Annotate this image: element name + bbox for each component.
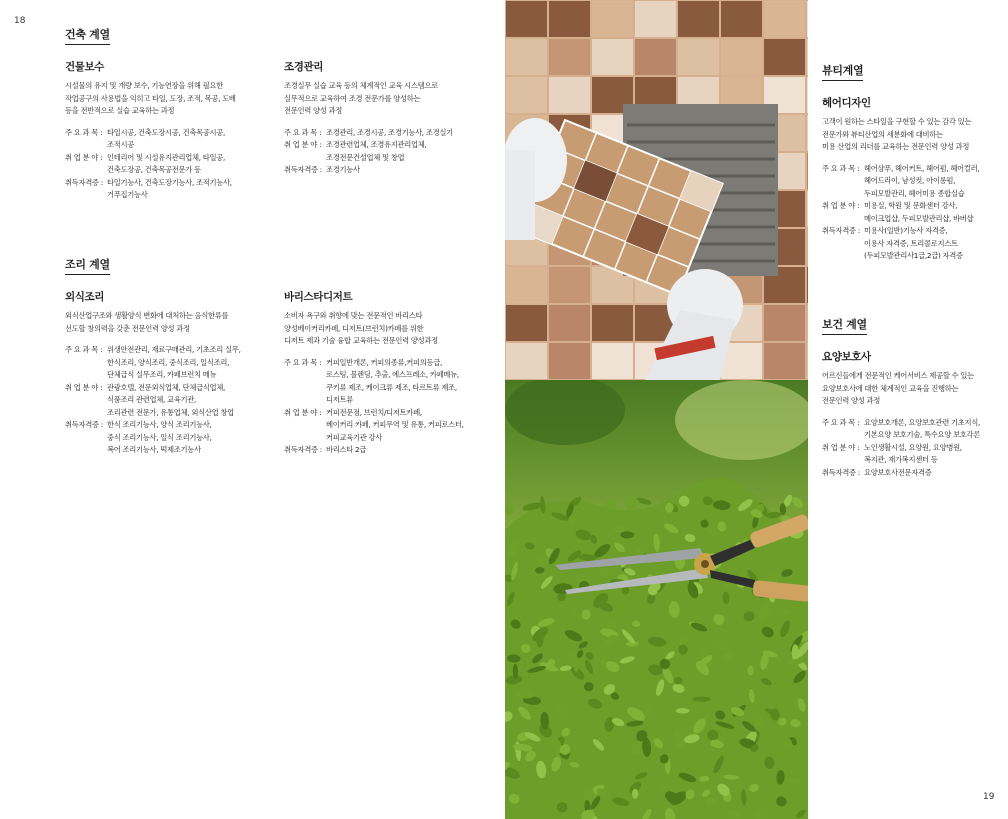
course-description: 고객이 원하는 스타일을 구현할 수 있는 감각 있는 전문가와 뷰티산업의 세분화에 대비하는 미용 산업의 리더를 교육하는 전문인력 양성 과정 xyxy=(822,117,972,151)
certificate-row: 취득자격증 : 조경기능사 xyxy=(284,165,360,174)
wall-tile xyxy=(807,267,808,303)
course-title: 바리스타디저트 xyxy=(284,291,353,303)
wall-tile xyxy=(506,1,547,37)
course-caregiver xyxy=(822,349,1004,479)
hedge-leaf xyxy=(693,697,711,702)
employment-row: 취 업 분 야 : 커피전문점, 브런치/디저트카페, 베이커리 카페, 커피무역 및 유통, 커피로스터, 커피교육기관 강사 xyxy=(284,407,464,442)
wall-tile xyxy=(592,305,633,341)
certificate-row: 취득자격증 : 타일기능사, 건축도장기능사, 조적기능사, 거푸집기능사 xyxy=(65,177,232,199)
hedge-leaf xyxy=(558,703,566,714)
wall-tile xyxy=(549,343,590,379)
wall-tile xyxy=(506,77,547,113)
wall-tile xyxy=(721,39,762,75)
subjects-row: 주 요 과 목 : 커피일반개론, 커피의종류,커피의등급, 로스팅, 블렌딩, 추출, 에스프레소, 카페메뉴, 쿠키류 제조, 케이크류 제조, 타르트류 제조, 디저트류 xyxy=(284,357,459,404)
wall-tile xyxy=(549,305,590,341)
wall-tile xyxy=(807,77,808,113)
wall-tile xyxy=(807,39,808,75)
hedge-leaf xyxy=(676,708,690,714)
wall-tile xyxy=(549,39,590,75)
wall-tile xyxy=(635,39,676,75)
category-architecture: 건축 계열 xyxy=(65,26,110,45)
subjects-row: 주 요 과 목 : 요양보호개론, 요양보호관련 기초지식, 기본요양 보호기술, 특수요양 보호각론 xyxy=(822,417,981,439)
course-barista-dessert xyxy=(284,289,502,457)
course-description: 어르신들에게 전문적인 케어서비스 제공할 수 있는 요양보호사에 대한 체계적인 교육을 진행하는 전문인력 양성 과정 xyxy=(822,371,974,405)
certificate-row: 취득자격증 : 바리스타 2급 xyxy=(284,445,367,454)
wall-tile xyxy=(678,39,719,75)
course-description: 시설물의 유지 및 개량 보수, 기능연장을 위해 필요한 작업공구의 사용법을 익히고 타일, 도장, 조적, 목공, 도배 등을 전반적으로 실습 교육하는 과정 xyxy=(65,81,236,115)
course-title: 조경관리 xyxy=(284,61,323,73)
course-building-repair xyxy=(65,59,285,202)
employment-row: 취 업 분 야 : 조경관련업체, 조경유지관리업체, 조경전문건설업체 및 창업 xyxy=(284,140,427,162)
subjects-row: 주 요 과 목 : 조경관리, 조경시공, 조경기능사, 조경실기 xyxy=(284,127,453,137)
wall-tile xyxy=(764,1,805,37)
course-food-service-cooking xyxy=(65,289,285,457)
employment-row: 취 업 분 야 : 관광호텔, 전문외식업체, 단체급식업체, 식품조리 관련업체, 교육기관, 조리관련 전문가, 유통업체, 외식산업 창업 xyxy=(65,382,234,417)
wall-tile xyxy=(764,343,805,379)
course-title: 건물보수 xyxy=(65,61,104,73)
certificate-row: 취득자격증 : 한식 조리기능사, 양식 조리기능사, 중식 조리기능사, 일식 조리기능사, 복어 조리기능사, 떡제조기능사 xyxy=(65,420,212,454)
wall-tile xyxy=(807,153,808,189)
employment-row: 취 업 분 야 : 노인생활시설, 요양원, 요양병원, 복지관, 재가복지센터 등 xyxy=(822,442,962,464)
course-description: 소비자 욕구와 취향에 맞는 전문적인 바리스타 양성베이커리카페, 디저트(브런치)카페를 위한 디저트 제과 기술 융합 교육하는 전문인력 양성과정 xyxy=(284,311,438,345)
course-hair-design xyxy=(822,95,1004,263)
wall-tile xyxy=(807,229,808,265)
course-title: 요양보호사 xyxy=(822,351,871,363)
wall-tile xyxy=(549,267,590,303)
category-beauty: 뷰티계열 xyxy=(822,62,863,81)
wall-tile xyxy=(506,305,547,341)
hedge-leaf xyxy=(613,526,627,532)
wall-tile xyxy=(764,39,805,75)
course-description: 외식산업구조와 생활양식 변화에 대처하는 음식한류를 선도할 창의력을 갖춘 전문인력 양성 과정 xyxy=(65,311,229,333)
hedge-trimming-photo xyxy=(505,380,808,819)
wall-tile xyxy=(721,1,762,37)
category-culinary: 조리 계열 xyxy=(65,256,110,275)
wall-tile xyxy=(635,1,676,37)
wall-tile xyxy=(678,1,719,37)
course-description: 조경실무 실습 교육 등의 체계적인 교육 시스템으로 실무적으로 교육하여 조경 전문가를 양성하는 전문인력 양성 과정 xyxy=(284,81,438,115)
wall-tile xyxy=(807,305,808,341)
wall-tile xyxy=(764,305,805,341)
subjects-row: 주 요 과 목 : 타일시공, 건축도장시공, 건축목공시공, 조적시공 xyxy=(65,127,226,149)
left-page-number: 18 xyxy=(14,16,26,26)
wall-tile xyxy=(807,115,808,151)
wall-tile xyxy=(506,343,547,379)
category-health: 보건 계열 xyxy=(822,316,867,335)
wall-tile xyxy=(592,343,633,379)
wall-tile xyxy=(592,1,633,37)
employment-row: 취 업 분 야 : 인테리어 및 시설유지관리업체, 타일공, 건축도장공, 건축목공전문가 등 xyxy=(65,152,226,174)
certificate-row: 취득자격증 : 요양보호사전문자격증 xyxy=(822,467,932,477)
wall-tile xyxy=(506,267,547,303)
wall-tile xyxy=(506,39,547,75)
subjects-row: 주 요 과 목 : 위생안전관리, 재료구매관리, 기초조리 실무, 한식조리, 양식조리, 중식조리, 일식조리, 단체급식 실무조리, 카페브런치 메뉴 xyxy=(65,345,241,379)
employment-row: 취 업 분 야 : 미용실, 학원 및 문화센터 강사, 메이크업샵, 두피모발관리샵, 바버샵 xyxy=(822,201,974,223)
right-page-number: 19 xyxy=(983,792,995,802)
certificate-row: 취득자격증 : 미용사(일반)기능사 자격증, 이용사 자격증, 트리콜로지스트 (두피모발관리사1급,2급) 자격증 xyxy=(822,226,963,260)
wall-tile xyxy=(592,39,633,75)
wall-tile xyxy=(807,343,808,379)
tiling-photo xyxy=(505,0,808,380)
wall-tile xyxy=(807,191,808,227)
wall-tile xyxy=(549,77,590,113)
wall-tile xyxy=(807,1,808,37)
course-title: 헤어디자인 xyxy=(822,97,871,109)
wall-tile xyxy=(549,1,590,37)
course-landscaping xyxy=(284,59,499,177)
course-title: 외식조리 xyxy=(65,291,104,303)
subjects-row: 주 요 과 목 : 헤어샴푸, 헤어커트, 헤어펌, 헤어컬러, 헤어드라이, 남성컷, 아이롱펌, 두피모발관리, 헤어미용 종합실습 xyxy=(822,163,980,198)
